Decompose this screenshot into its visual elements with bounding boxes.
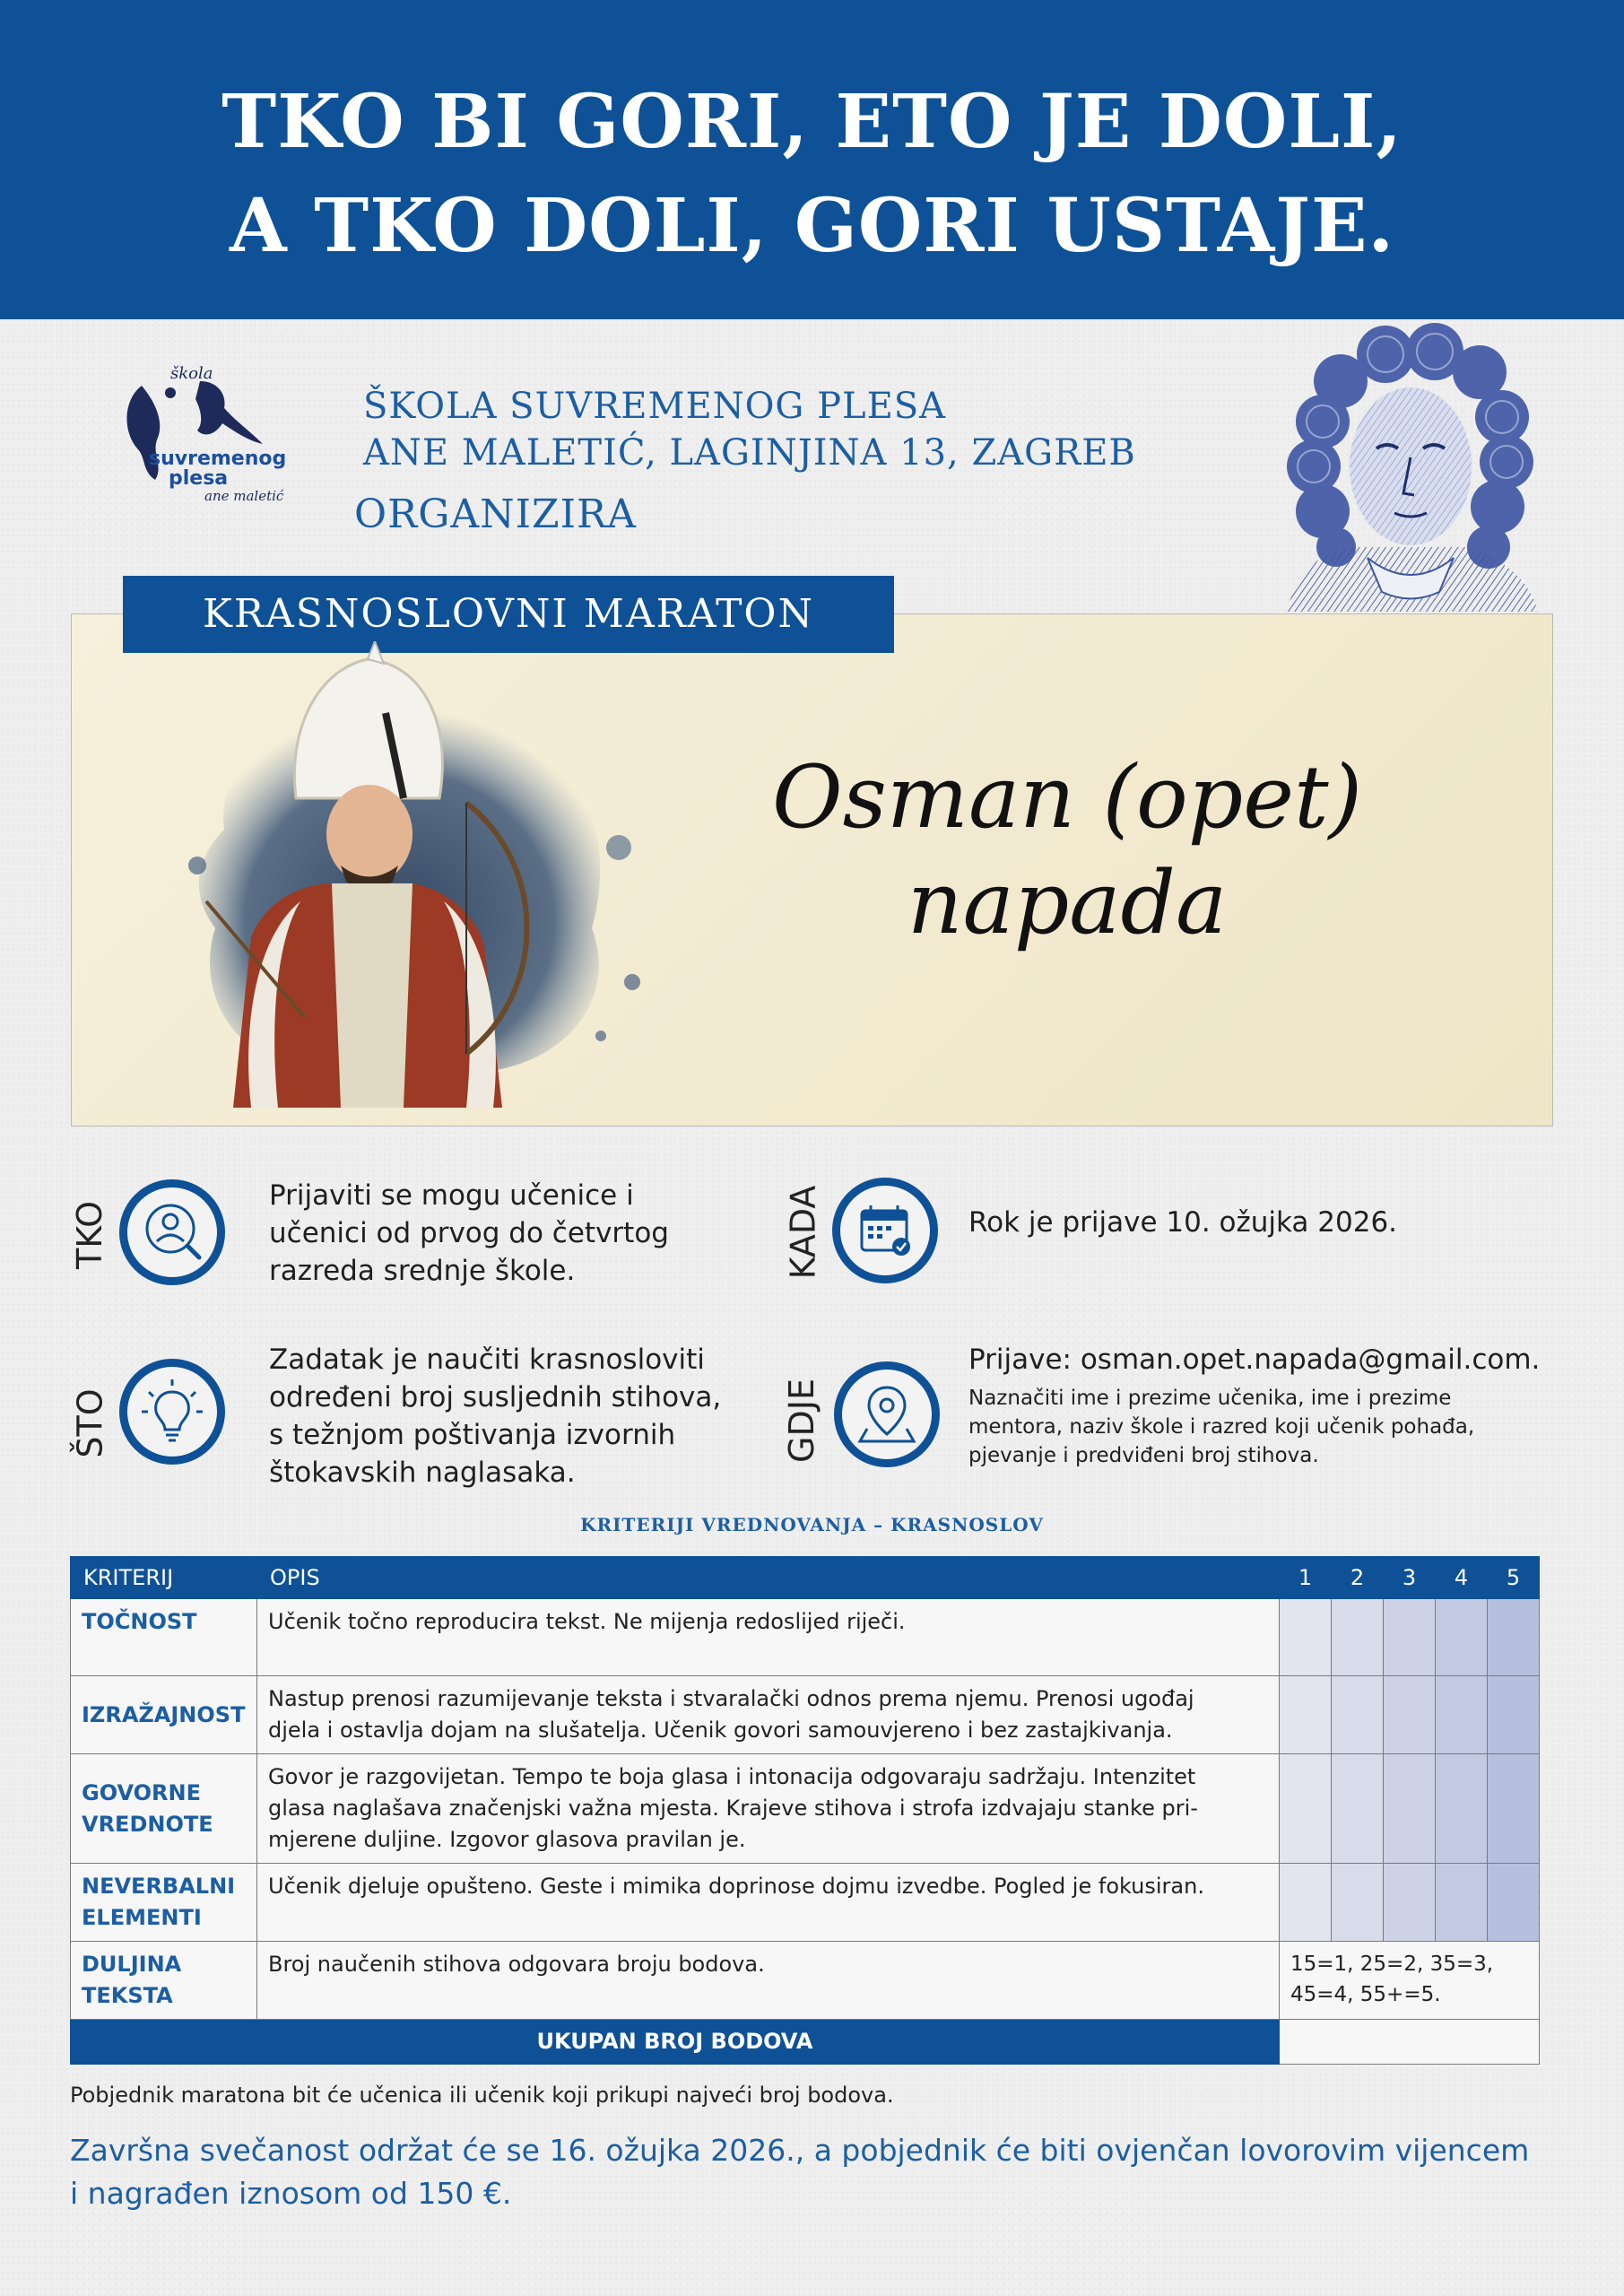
gdje-details xyxy=(968,1384,1474,1470)
score-cell[interactable] xyxy=(1280,1864,1332,1942)
description-line: Nastup prenosi razumijevanje teksta i stvaralački odnos prema njemu. Prenosi ugođaj xyxy=(268,1686,1194,1711)
ceremony-note xyxy=(70,2129,1550,2215)
criterion-name-line: ELEMENTI xyxy=(82,1905,202,1930)
score-cell[interactable] xyxy=(1332,1754,1384,1864)
slogan xyxy=(0,70,1624,278)
play-title-line-2: napada xyxy=(907,853,1228,953)
gdje-detail-line: mentora, naziv škole i razred koji učenik pohađa, xyxy=(968,1415,1475,1439)
sto-text xyxy=(269,1341,721,1492)
sto-label: ŠTO xyxy=(70,1388,110,1458)
criterion-description xyxy=(257,1599,1280,1676)
score-cell[interactable] xyxy=(1332,1864,1384,1942)
table-row xyxy=(71,1754,1540,1864)
score-cell[interactable] xyxy=(1280,1599,1332,1676)
score-cell[interactable] xyxy=(1280,1676,1332,1754)
score-cell[interactable] xyxy=(1384,1599,1436,1676)
header-score: 5 xyxy=(1488,1557,1540,1599)
criterion-name xyxy=(71,1676,257,1754)
ceremony-line-2: i nagrađen iznosom od 150 €. xyxy=(70,2176,512,2211)
logo-signature: ane maletić xyxy=(204,488,284,504)
sto-text-line: određeni broj susljednih stihova, xyxy=(269,1381,722,1413)
portrait-engraving xyxy=(1260,323,1556,612)
gdje-email-line: Prijave: osman.opet.napada@gmail.com. xyxy=(968,1344,1541,1376)
score-cell[interactable] xyxy=(1436,1599,1488,1676)
sto-text-line: s težnjom poštivanja izvornih xyxy=(269,1419,676,1451)
criterion-description xyxy=(257,1754,1280,1864)
logo-word-2: plesa xyxy=(169,467,229,490)
criterion-description xyxy=(257,1864,1280,1942)
gdje-icon-ring xyxy=(834,1361,940,1467)
score-cell[interactable] xyxy=(1384,1676,1436,1754)
winner-note: Pobjednik maratona bit će učenica ili učenik koji prikupi najveći broj bodova. xyxy=(70,2083,894,2108)
table-row xyxy=(71,1864,1540,1942)
event-label: KRASNOSLOVNI MARATON xyxy=(123,576,894,653)
criterion-name-line: VREDNOTE xyxy=(82,1811,213,1837)
slogan-line-2: A TKO DOLI, GORI USTAJE. xyxy=(229,183,1395,269)
description-line: Učenik točno reproducira tekst. Ne mijenja redoslijed riječi. xyxy=(268,1609,906,1634)
school-logo xyxy=(115,359,330,516)
slogan-line-1: TKO BI GORI, ETO JE DOLI, xyxy=(221,79,1403,165)
kada-icon-ring xyxy=(832,1178,938,1283)
sto-icon-ring xyxy=(119,1359,225,1465)
sto-text-line: Zadatak je naučiti krasnosloviti xyxy=(269,1344,705,1376)
score-cell[interactable] xyxy=(1488,1676,1540,1754)
kada-text: Rok je prijave 10. ožujka 2026. xyxy=(968,1206,1398,1239)
tko-text-line: učenici od prvog do četvrtog xyxy=(269,1217,669,1249)
user-search-icon xyxy=(127,1187,217,1277)
total-score-cell[interactable] xyxy=(1280,2020,1540,2065)
organizer-line-3: ORGANIZIRA xyxy=(354,491,637,537)
total-label: UKUPAN BROJ BODOVA xyxy=(71,2020,1280,2065)
criterion-name xyxy=(71,1754,257,1864)
score-cell[interactable] xyxy=(1384,1754,1436,1864)
score-cell[interactable] xyxy=(1384,1864,1436,1942)
criteria-table xyxy=(70,1556,1540,2065)
criterion-name-line: IZRAŽAJNOST xyxy=(82,1701,246,1727)
header-criterion: KRITERIJ xyxy=(71,1557,257,1599)
criteria-title: KRITERIJI VREDNOVANJA – KRASNOSLOV xyxy=(580,1514,1044,1535)
tko-icon-ring xyxy=(119,1179,225,1285)
organizer-line-2: ANE MALETIĆ, LAGINJINA 13, ZAGREB xyxy=(363,432,1136,474)
header-score: 3 xyxy=(1384,1557,1436,1599)
tko-text xyxy=(269,1177,669,1290)
length-scale-line: 15=1, 25=2, 35=3, xyxy=(1290,1952,1494,1976)
gdje-detail-line: pjevanje i predviđeni broj stihova. xyxy=(968,1444,1319,1467)
logo-word-1: suvremenog xyxy=(149,448,287,470)
table-row xyxy=(71,1942,1540,2020)
table-row xyxy=(71,1599,1540,1676)
criterion-name xyxy=(71,1599,257,1676)
logo-top-word: škola xyxy=(170,364,213,383)
calendar-icon xyxy=(840,1186,930,1275)
length-scale-line: 45=4, 55+=5. xyxy=(1290,1983,1441,2006)
tko-text-line: razreda srednje škole. xyxy=(269,1255,576,1287)
description-line: mjerene duljine. Izgovor glasova pravilan je. xyxy=(268,1827,746,1852)
criterion-description xyxy=(257,1676,1280,1754)
criterion-name xyxy=(71,1942,257,2020)
gdje-label: GDJE xyxy=(781,1378,821,1463)
tko-label: TKO xyxy=(69,1201,109,1269)
description-line: Učenik djeluje opušteno. Geste i mimika doprinose dojmu izvedbe. Pogled je fokusiran. xyxy=(268,1874,1204,1899)
sultan-illustration xyxy=(143,641,682,1112)
score-cell[interactable] xyxy=(1488,1864,1540,1942)
lightbulb-icon xyxy=(127,1367,217,1457)
ceremony-line-1: Završna svečanost održat će se 16. ožujka 2026., a pobjednik će biti ovjenčan lovorovim vijencem xyxy=(70,2133,1530,2168)
length-scale xyxy=(1280,1942,1540,2020)
description-line: djela i ostavlja dojam na slušatelja. Učenik govori samouvjereno i bez zastajkivanja. xyxy=(268,1718,1173,1743)
play-title-line-1: Osman (opet) xyxy=(771,747,1363,848)
kada-label: KADA xyxy=(783,1185,823,1280)
score-cell[interactable] xyxy=(1332,1676,1384,1754)
play-title xyxy=(744,744,1390,956)
score-cell[interactable] xyxy=(1436,1864,1488,1942)
description-line: Govor je razgovijetan. Tempo te boja glasa i intonacija odgovaraju sadržaju. Intenzitet xyxy=(268,1764,1196,1789)
organizer-line-1: ŠKOLA SUVREMENOG PLESA xyxy=(363,386,947,427)
tko-text-line: Prijaviti se mogu učenice i xyxy=(269,1179,634,1212)
criterion-name-line: DULJINA xyxy=(82,1952,182,1977)
criterion-name xyxy=(71,1864,257,1942)
score-cell[interactable] xyxy=(1280,1754,1332,1864)
criterion-name-line: TEKSTA xyxy=(82,1983,173,2008)
header-score: 1 xyxy=(1280,1557,1332,1599)
score-cell[interactable] xyxy=(1488,1599,1540,1676)
total-row xyxy=(71,2020,1540,2065)
header-score: 2 xyxy=(1332,1557,1384,1599)
criterion-name-line: GOVORNE xyxy=(82,1779,201,1805)
criterion-description: Broj naučenih stihova odgovara broju bodova. xyxy=(257,1942,1280,2020)
sto-text-line: štokavskih naglasaka. xyxy=(269,1457,576,1489)
criterion-name-line: NEVERBALNI xyxy=(82,1874,236,1899)
header-description: OPIS xyxy=(257,1557,1280,1599)
header-score: 4 xyxy=(1436,1557,1488,1599)
score-cell[interactable] xyxy=(1436,1676,1488,1754)
description-line: glasa naglašava značenjski važna mjesta. Krajeve stihova i strofa izdvajaju stanke pri- xyxy=(268,1796,1198,1821)
table-row xyxy=(71,1676,1540,1754)
score-cell[interactable] xyxy=(1488,1754,1540,1864)
map-pin-icon xyxy=(842,1370,932,1459)
score-cell[interactable] xyxy=(1332,1599,1384,1676)
score-cell[interactable] xyxy=(1436,1754,1488,1864)
gdje-detail-line: Naznačiti ime i prezime učenika, ime i prezime xyxy=(968,1387,1452,1410)
table-header-row xyxy=(71,1557,1540,1599)
criterion-name-line: TOČNOST xyxy=(82,1609,197,1634)
